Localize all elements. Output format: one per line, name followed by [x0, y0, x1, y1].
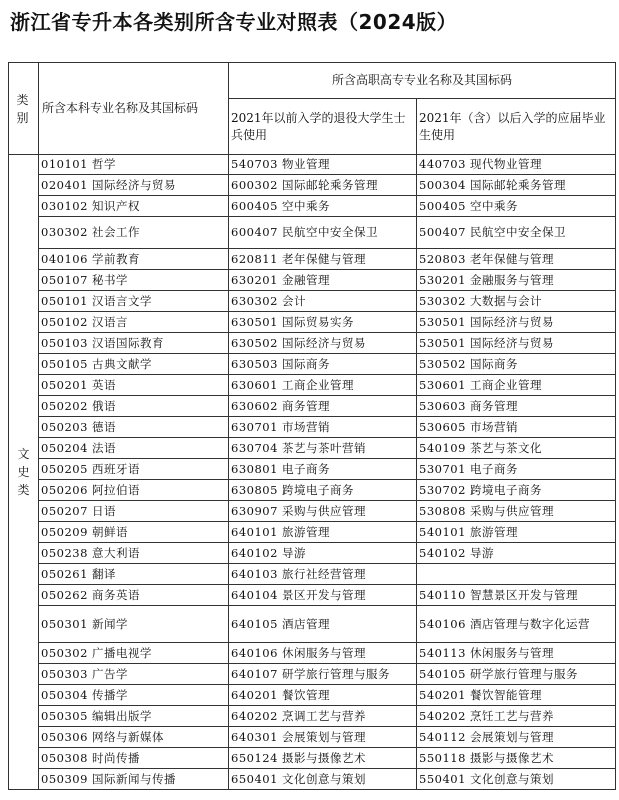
- pre-2021-major-cell: 600405 空中乘务: [229, 196, 417, 217]
- bachelor-major-cell: 050204 法语: [39, 438, 229, 459]
- bachelor-major-cell: 050305 编辑出版学: [39, 706, 229, 727]
- bachelor-major-cell: 050202 俄语: [39, 396, 229, 417]
- post-2021-major-cell: 530201 金融服务与管理: [417, 270, 616, 291]
- post-2021-major-cell: 530302 大数据与会计: [417, 291, 616, 312]
- post-2021-major-cell: 540202 烹饪工艺与营养: [417, 706, 616, 727]
- table-row: [9, 217, 616, 249]
- pre-2021-major-cell: 630201 金融管理: [229, 270, 417, 291]
- bachelor-major-cell: 050309 国际新闻与传播: [39, 769, 229, 790]
- pre-2021-major-cell: 630704 茶艺与茶叶营销: [229, 438, 417, 459]
- bachelor-major-cell: 050107 秘书学: [39, 270, 229, 291]
- bachelor-major-cell: 050101 汉语言文学: [39, 291, 229, 312]
- bachelor-major-cell: 050207 日语: [39, 501, 229, 522]
- post-2021-major-cell: 540106 酒店管理与数字化运营: [417, 606, 616, 643]
- table-row: [9, 748, 616, 769]
- table-row: [9, 354, 616, 375]
- table-row: [9, 685, 616, 706]
- table-row: [9, 375, 616, 396]
- post-2021-major-cell: 540102 导游: [417, 543, 616, 564]
- pre-2021-major-cell: 630801 电子商务: [229, 459, 417, 480]
- table-row: [9, 196, 616, 217]
- pre-2021-major-cell: 540703 物业管理: [229, 155, 417, 175]
- bachelor-major-cell: 050103 汉语国际教育: [39, 333, 229, 354]
- pre-2021-major-cell: 630601 工商企业管理: [229, 375, 417, 396]
- pre-2021-major-cell: 630805 跨境电子商务: [229, 480, 417, 501]
- post-2021-major-cell: 540105 研学旅行管理与服务: [417, 664, 616, 685]
- bachelor-major-cell: 040106 学前教育: [39, 249, 229, 270]
- table-body: [9, 155, 616, 790]
- bachelor-major-cell: 050205 西班牙语: [39, 459, 229, 480]
- pre-2021-major-cell: 640202 烹调工艺与营养: [229, 706, 417, 727]
- table-row: [9, 249, 616, 270]
- bachelor-major-cell: 050262 商务英语: [39, 585, 229, 606]
- bachelor-major-cell: 030302 社会工作: [39, 217, 229, 249]
- post-2021-major-cell: 550401 文化创意与策划: [417, 769, 616, 790]
- category-cell: [9, 155, 39, 790]
- table-row: [9, 417, 616, 438]
- pre-2021-major-cell: 630701 市场营销: [229, 417, 417, 438]
- pre-2021-major-cell: 600302 国际邮轮乘务管理: [229, 175, 417, 196]
- pre-2021-major-cell: 600407 民航空中安全保卫: [229, 217, 417, 249]
- post-2021-major-cell: 540113 休闲服务与管理: [417, 643, 616, 664]
- from-2021-header: 2021年（含）以后入学的应届毕业生使用: [417, 99, 616, 155]
- bachelor-major-cell: 050203 德语: [39, 417, 229, 438]
- bachelor-major-cell: 050105 古典文献学: [39, 354, 229, 375]
- post-2021-major-cell: 500405 空中乘务: [417, 196, 616, 217]
- bachelor-major-cell: 050209 朝鲜语: [39, 522, 229, 543]
- pre-2021-major-cell: 640107 研学旅行管理与服务: [229, 664, 417, 685]
- table-row: [9, 270, 616, 291]
- pre-2021-major-cell: 640201 餐饮管理: [229, 685, 417, 706]
- post-2021-major-cell: 530501 国际经济与贸易: [417, 333, 616, 354]
- post-2021-major-cell: 540201 餐饮智能管理: [417, 685, 616, 706]
- post-2021-major-cell: 530808 采购与供应管理: [417, 501, 616, 522]
- pre-2021-major-cell: 640103 旅行社经营管理: [229, 564, 417, 585]
- table-row: [9, 438, 616, 459]
- pre-2021-major-cell: 640101 旅游管理: [229, 522, 417, 543]
- bachelor-major-cell: 020401 国际经济与贸易: [39, 175, 229, 196]
- category-label: 文史类: [17, 447, 30, 497]
- bachelor-major-cell: 050261 翻译: [39, 564, 229, 585]
- table-row: [9, 769, 616, 790]
- page-title: 浙江省专升本各类别所含专业对照表（2024版）: [10, 10, 458, 34]
- table-row: [9, 643, 616, 664]
- table-row: [9, 155, 616, 175]
- table-row: [9, 459, 616, 480]
- table-row: [9, 706, 616, 727]
- post-2021-major-cell: 530502 国际商务: [417, 354, 616, 375]
- bachelor-major-cell: 050238 意大利语: [39, 543, 229, 564]
- pre-2021-major-cell: 640105 酒店管理: [229, 606, 417, 643]
- category-header-label: 类别: [16, 92, 29, 125]
- bachelor-major-cell: 050302 广播电视学: [39, 643, 229, 664]
- table-row: [9, 585, 616, 606]
- post-2021-major-cell: 530501 国际经济与贸易: [417, 312, 616, 333]
- bachelor-major-cell: 050304 传播学: [39, 685, 229, 706]
- bachelor-major-cell: 050303 广告学: [39, 664, 229, 685]
- table-row: [9, 522, 616, 543]
- table-row: [9, 396, 616, 417]
- table-row: [9, 480, 616, 501]
- post-2021-major-cell: 530701 电子商务: [417, 459, 616, 480]
- bachelor-major-cell: 050201 英语: [39, 375, 229, 396]
- pre-2021-major-cell: 630302 会计: [229, 291, 417, 312]
- table-row: [9, 501, 616, 522]
- post-2021-major-cell: 530601 工商企业管理: [417, 375, 616, 396]
- post-2021-major-cell: 530702 跨境电子商务: [417, 480, 616, 501]
- bachelor-major-cell: 050308 时尚传播: [39, 748, 229, 769]
- post-2021-major-cell: 540110 智慧景区开发与管理: [417, 585, 616, 606]
- pre-2021-major-cell: 620811 老年保健与管理: [229, 249, 417, 270]
- pre-2021-major-cell: 640106 休闲服务与管理: [229, 643, 417, 664]
- table-row: [9, 664, 616, 685]
- pre-2021-major-cell: 640102 导游: [229, 543, 417, 564]
- post-2021-major-cell: 500407 民航空中安全保卫: [417, 217, 616, 249]
- table-row: [9, 175, 616, 196]
- pre-2021-major-cell: 650124 摄影与摄像艺术: [229, 748, 417, 769]
- category-header: [9, 63, 39, 155]
- table-row: [9, 543, 616, 564]
- bachelor-major-cell: 050301 新闻学: [39, 606, 229, 643]
- post-2021-major-cell: 540112 会展策划与管理: [417, 727, 616, 748]
- bachelor-major-cell: 050206 阿拉伯语: [39, 480, 229, 501]
- vocational-header: 所含高职高专专业名称及其国标码: [229, 63, 616, 99]
- post-2021-major-cell: 440703 现代物业管理: [417, 155, 616, 175]
- pre-2021-major-cell: 650401 文化创意与策划: [229, 769, 417, 790]
- pre-2021-major-cell: 630907 采购与供应管理: [229, 501, 417, 522]
- before-2021-header: 2021年以前入学的退役大学生士兵使用: [229, 99, 417, 155]
- post-2021-major-cell: 550118 摄影与摄像艺术: [417, 748, 616, 769]
- table-row: [9, 727, 616, 748]
- post-2021-major-cell: 540109 茶艺与茶文化: [417, 438, 616, 459]
- bachelor-major-cell: 050306 网络与新媒体: [39, 727, 229, 748]
- bachelor-major-cell: 050102 汉语言: [39, 312, 229, 333]
- table-row: [9, 564, 616, 585]
- post-2021-major-cell: 540101 旅游管理: [417, 522, 616, 543]
- major-comparison-table: [8, 62, 616, 790]
- post-2021-major-cell: 520803 老年保健与管理: [417, 249, 616, 270]
- bachelor-major-cell: 030102 知识产权: [39, 196, 229, 217]
- bachelor-header: 所含本科专业名称及其国标码: [39, 63, 229, 155]
- pre-2021-major-cell: 640104 景区开发与管理: [229, 585, 417, 606]
- post-2021-major-cell: 530603 商务管理: [417, 396, 616, 417]
- pre-2021-major-cell: 640301 会展策划与管理: [229, 727, 417, 748]
- post-2021-major-cell: 500304 国际邮轮乘务管理: [417, 175, 616, 196]
- pre-2021-major-cell: 630501 国际贸易实务: [229, 312, 417, 333]
- table-row: [9, 333, 616, 354]
- pre-2021-major-cell: 630503 国际商务: [229, 354, 417, 375]
- table-row: [9, 606, 616, 643]
- bachelor-major-cell: 010101 哲学: [39, 155, 229, 175]
- table-row: [9, 312, 616, 333]
- post-2021-major-cell: [417, 564, 616, 585]
- pre-2021-major-cell: 630602 商务管理: [229, 396, 417, 417]
- pre-2021-major-cell: 630502 国际经济与贸易: [229, 333, 417, 354]
- post-2021-major-cell: 530605 市场营销: [417, 417, 616, 438]
- table-row: [9, 291, 616, 312]
